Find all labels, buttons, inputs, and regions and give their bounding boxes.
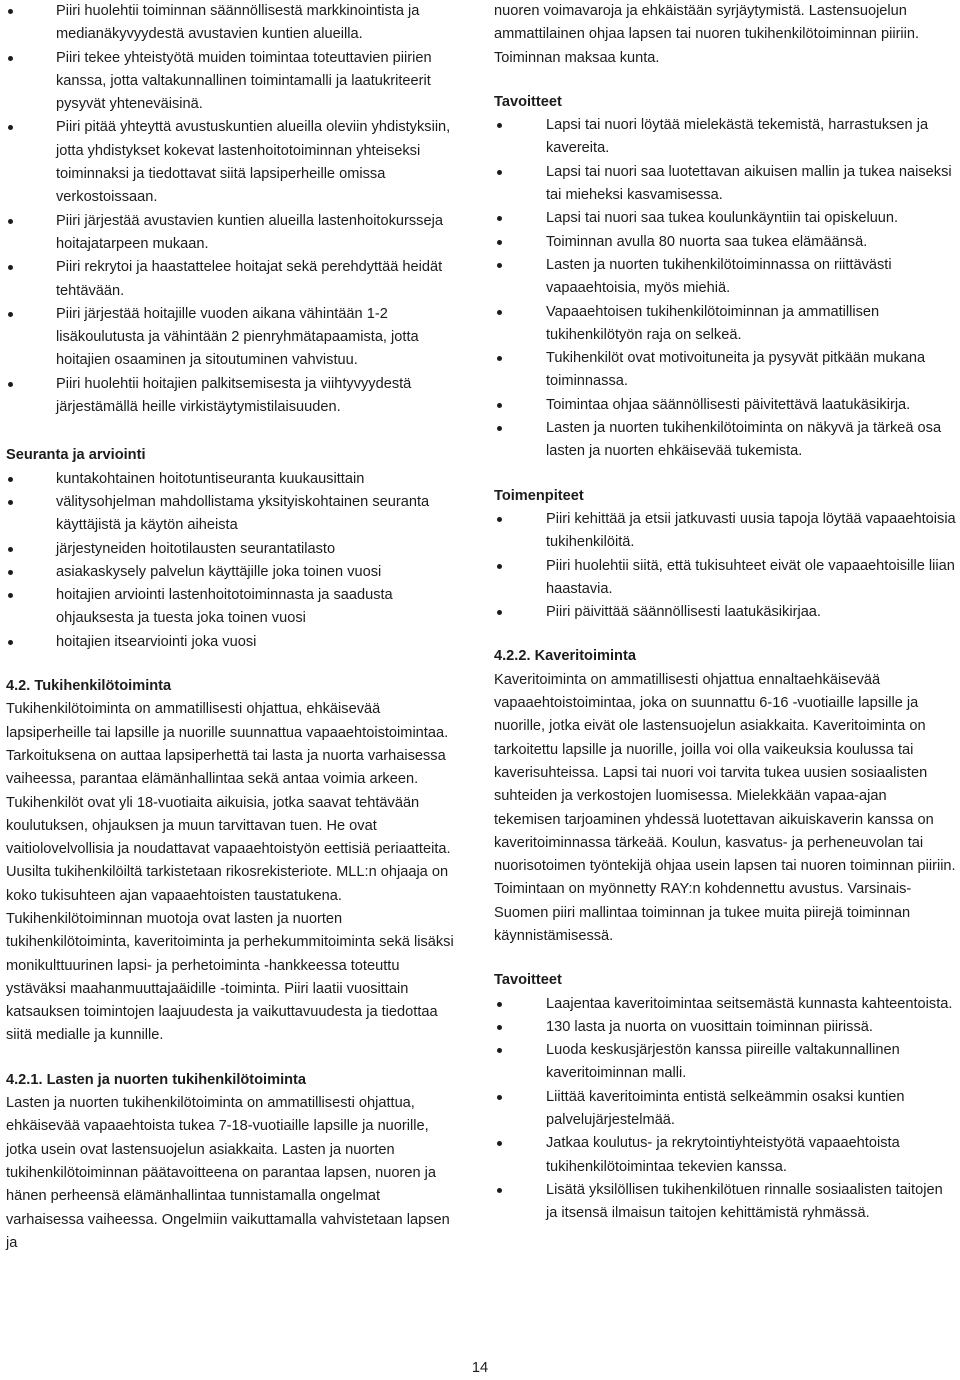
list-item: 130 lasta ja nuorta on vuosittain toiminnan piirissä. (494, 1016, 956, 1039)
intro-list (6, 0, 456, 419)
list-item: Toiminnan avulla 80 nuorta saa tukea elämäänsä. (494, 231, 956, 254)
list-item: Piiri rekrytoi ja haastattelee hoitajat sekä perehdyttää heidät tehtävään. (6, 256, 456, 303)
list-item: Lisätä yksilöllisen tukihenkilötuen rinnalle sosiaalisten taitojen ja itsensä ilmaisun taitojen kehittämistä ryhmässä. (494, 1179, 956, 1226)
list-item: Lapsi tai nuori saa tukea koulunkäyntiin tai opiskeluun. (494, 207, 956, 230)
page-number: 14 (471, 1360, 489, 1376)
list-item: Piiri järjestää hoitajille vuoden aikana vähintään 1-2 lisäkoulutusta ja vähintään 2 pienryhmätapaamista, jotta hoitajien osaaminen ja sitoutuminen vahvistuu. (6, 303, 456, 373)
list-item: Toimintaa ohjaa säännöllisesti päivitettävä laatukäsikirja. (494, 394, 956, 417)
list-item: Lasten ja nuorten tukihenkilötoiminta on näkyvä ja tärkeä osa lasten ja nuorten ehkäisevää tukemista. (494, 417, 956, 464)
section-4-2-2-heading: 4.2.2. Kaveritoiminta (494, 648, 636, 665)
list-item: välitysohjelman mahdollistama yksityiskohtainen seuranta käyttäjistä ja käytön aiheista (6, 491, 456, 538)
section-4-2-heading: 4.2. Tukihenkilötoiminta (6, 678, 172, 695)
tavoitteet-heading-2: Tavoitteet (494, 972, 562, 989)
section-4-2-1-text: Lasten ja nuorten tukihenkilötoiminta on ammatillisesti ohjattua, ehkäisevää vapaaehtoista tukea 7-18-vuotiaille lapsille ja nuorille, jotka usein ovat lastensuojelun asiakkaita. Lasten ja nuorten tukihenkilötoiminnan päätavoitteena on parantaa lapsen, nuoren ja hänen perheensä elämänhallintaa tunnistamalla ongelmat varhaisessa vaiheessa. Ongelmiin vaikuttamalla vahvistetaan lapsen ja (6, 1095, 450, 1251)
tavoitteet-list-2 (494, 993, 956, 1226)
list-item: Piiri tekee yhteistyötä muiden toimintaa toteuttavien piirien kanssa, jotta valtakunnallinen toimintamalli ja laatukriteerit pysyvät yhteneväisinä. (6, 47, 456, 117)
list-item: Piiri huolehtii hoitajien palkitsemisesta ja viihtyvyydestä järjestämällä heille virkistäytymistilaisuuden. (6, 373, 456, 420)
left-column (6, 0, 456, 1255)
list-item: Laajentaa kaveritoimintaa seitsemästä kunnasta kahteentoista. (494, 993, 956, 1016)
seuranta-list (6, 468, 456, 654)
list-item: Tukihenkilöt ovat motivoituneita ja pysyvät pitkään mukana toiminnassa. (494, 347, 956, 394)
list-item: Lapsi tai nuori saa luotettavan aikuisen mallin ja tukea naiseksi tai mieheksi kasvamisessa. (494, 161, 956, 208)
list-item: Lasten ja nuorten tukihenkilötoiminnassa on riittävästi vapaaehtoisia, myös miehiä. (494, 254, 956, 301)
list-item: Piiri huolehtii siitä, että tukisuhteet eivät ole vapaaehtoisille liian haastavia. (494, 555, 956, 602)
toimenpiteet-heading: Toimenpiteet (494, 487, 584, 504)
list-item: Piiri päivittää säännöllisesti laatukäsikirjaa. (494, 601, 956, 624)
list-item: Piiri huolehtii toiminnan säännöllisestä markkinointista ja medianäkyvyydestä avustavien kuntien alueilla. (6, 0, 456, 47)
list-item: järjestyneiden hoitotilausten seurantatilasto (6, 538, 456, 561)
list-item: Piiri pitää yhteyttä avustuskuntien alueilla oleviin yhdistyksiin, jotta yhdistykset kokevat lastenhoitotoiminnan yhteiseksi toiminnaksi ja tiedottavat siitä lapsiperheille omissa verkostoissaan. (6, 116, 456, 209)
list-item: hoitajien itsearviointi joka vuosi (6, 631, 456, 654)
tavoitteet-list-1 (494, 114, 956, 463)
list-item: Lapsi tai nuori löytää mielekästä tekemistä, harrastuksen ja kavereita. (494, 114, 956, 161)
list-item: Jatkaa koulutus- ja rekrytointiyhteistyötä vapaaehtoista tukihenkilötoimintaa tekevien kanssa. (494, 1132, 956, 1179)
section-4-2-1-heading: 4.2.1. Lasten ja nuorten tukihenkilötoiminta (6, 1071, 307, 1088)
list-item: hoitajien arviointi lastenhoitotoiminnasta ja saadusta ohjauksesta ja tuesta joka toinen vuosi (6, 584, 456, 631)
list-item: Piiri järjestää avustavien kuntien alueilla lastenhoitokursseja hoitajatarpeen mukaan. (6, 210, 456, 257)
section-4-2-text: Tukihenkilötoiminta on ammatillisesti ohjattua, ehkäisevää lapsiperheille tai lapsille ja nuorille suunnattua vapaaehtoistoimintaa. Tarkoituksena on auttaa lapsiperhettä tai lasta ja nuorta varhaisessa vaiheessa, parantaa elämänhallintaa sekä antaa voimia arkeen. Tukihenkilöt ovat yli 18-vuotiaita aikuisia, jotka saavat tehtävään koulutuksen, ohjauksen ja muun tarvittavan tuen. He ovat vaitiolovelvollisia ja noudattavat vapaaehtoistyön eettisiä periaatteita. Uusilta tukihenkilöiltä tarkistetaan rikosrekisteriote. MLL:n ohjaaja on koko tukisuhteen ajan vapaaehtoisten taustatukena. Tukihenkilötoiminnan muotoja ovat lasten ja nuorten tukihenkilötoiminta, kaveritoiminta ja perhekummitoiminta sekä lisäksi monikulttuurinen lapsi- ja perhetoiminta -hankkeessa toteuttu ystäväksi maahanmuuttajaäidille -toiminta. Piiri laatii vuosittain katsauksen toimintojen laajuudesta ja vaikuttavuudesta ja tiedottaa siitä medialle ja kunnille. (6, 701, 454, 1044)
right-column (494, 0, 956, 1226)
list-item: asiakaskysely palvelun käyttäjille joka toinen vuosi (6, 561, 456, 584)
tavoitteet-heading-1: Tavoitteet (494, 93, 562, 110)
list-item: kuntakohtainen hoitotuntiseuranta kuukausittain (6, 468, 456, 491)
seuranta-heading: Seuranta ja arviointi (6, 447, 146, 464)
toimenpiteet-list (494, 508, 956, 624)
list-item: Luoda keskusjärjestön kanssa piireille valtakunnallinen kaveritoiminnan malli. (494, 1039, 956, 1086)
list-item: Piiri kehittää ja etsii jatkuvasti uusia tapoja löytää vapaaehtoisia tukihenkilöitä. (494, 508, 956, 555)
continuation-text: nuoren voimavaroja ja ehkäistään syrjäytymistä. Lastensuojelun ammattilainen ohjaa lapsen tai nuoren tukihenkilötoiminnan piiriin. Toiminnan maksaa kunta. (494, 3, 920, 66)
section-4-2-2-text: Kaveritoiminta on ammatillisesti ohjattua ennaltaehkäisevää vapaaehtoistoimintaa, joka on suunnattu 6-16 -vuotiaille lapsille ja nuorille, jotka eivät ole lastensuojelun asiakkaita. Kaveritoiminta on tarkoitettu lapsille ja nuorille, joilla voi olla vaikeuksia koulussa tai kaverisuhteissa. Lapsi tai nuori voi tarvita tukea uusien sosiaalisten suhteiden ja verkostojen luomisessa. Mielekkään vapaa-ajan tekemisen tarjoaminen yhdessä luotettavan aikuiskaverin kanssa on kaveritoiminnassa tärkeää. Koulun, kasvatus- ja perheneuvolan tai nuorisotoimen työntekijä ohjaa usein lapsen tai nuoren toiminnan piiriin. Toimintaan on myönnetty RAY:n kohdennettu avustus. Varsinais-Suomen piiri mallintaa toiminnan ja tukee muita piirejä toiminnan käynnistämisessä. (494, 671, 956, 944)
list-item: Liittää kaveritoiminta entistä selkeämmin osaksi kuntien palvelujärjestelmää. (494, 1086, 956, 1133)
list-item: Vapaaehtoisen tukihenkilötoiminnan ja ammatillisen tukihenkilötyön raja on selkeä. (494, 301, 956, 348)
